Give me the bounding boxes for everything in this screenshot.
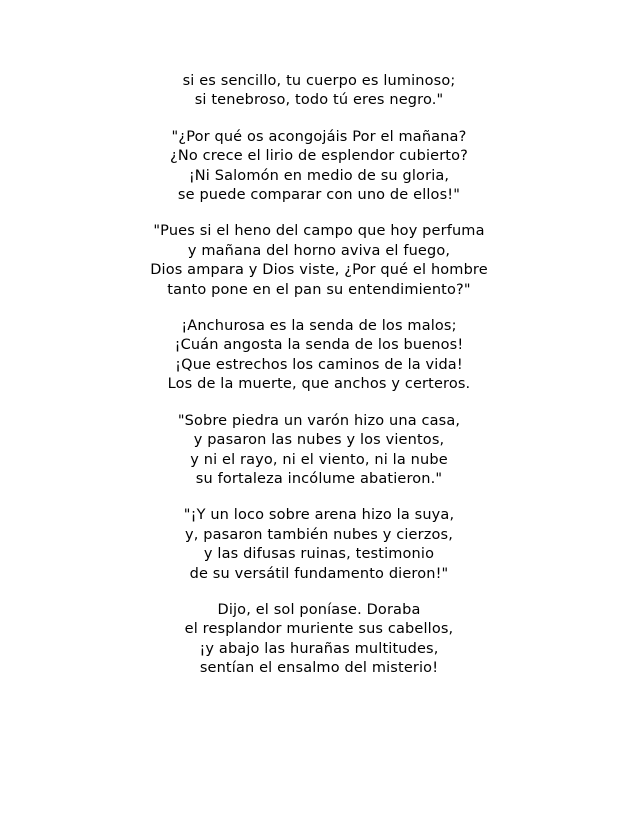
verse-line: el resplandor muriente sus cabellos, (184, 621, 454, 638)
verse-line: se puede comparar con uno de ellos!" (177, 187, 461, 204)
verse-line: "Sobre piedra un varón hizo una casa, (177, 412, 461, 429)
verse-line: y mañana del horno aviva el fuego, (187, 242, 451, 259)
verse-line: ¡Anchurosa es la senda de los malos; (181, 318, 457, 335)
verse-line: "Pues si el heno del campo que hoy perfuma (153, 223, 485, 240)
verse-line: y las difusas ruinas, testimonio (203, 546, 435, 563)
verse-line: de su versátil fundamento dieron!" (189, 565, 449, 582)
verse-line: y, pasaron también nubes y cierzos, (185, 526, 453, 543)
stanza-1 (0, 72, 638, 111)
verse-line: ¡y abajo las hurañas multitudes, (199, 640, 439, 657)
verse-line: Los de la muerte, que anchos y certeros. (167, 376, 471, 393)
verse-line: su fortaleza incólume abatieron." (195, 470, 443, 487)
verse-line: ¿No crece el lirio de esplendor cubierto? (169, 148, 469, 165)
verse-line: ¡Ni Salomón en medio de su gloria, (188, 167, 450, 184)
verse-line: tanto pone en el pan su entendimiento?" (167, 281, 471, 298)
verse-line: si tenebroso, todo tú eres negro." (194, 92, 444, 109)
stanza-3 (0, 222, 638, 300)
verse-line: sentían el ensalmo del misterio! (199, 660, 439, 677)
verse-line: y pasaron las nubes y los vientos, (193, 432, 445, 449)
verse-line: y ni el rayo, ni el viento, ni la nube (190, 451, 448, 468)
verse-line: ¡Que estrechos los caminos de la vida! (175, 356, 463, 373)
verse-line: Dijo, el sol poníase. Doraba (217, 601, 421, 618)
document-page (0, 72, 638, 696)
verse-line: si es sencillo, tu cuerpo es luminoso; (182, 73, 456, 89)
stanza-6 (0, 506, 638, 584)
verse-line: "¡Y un loco sobre arena hizo la suya, (183, 507, 455, 524)
stanza-5 (0, 412, 638, 490)
verse-line: "¿Por qué os acongojáis Por el mañana? (171, 128, 467, 145)
verse-line: Dios ampara y Dios viste, ¿Por qué el hombre (150, 262, 488, 279)
verse-line: ¡Cuán angosta la senda de los buenos! (174, 337, 464, 354)
stanza-4 (0, 317, 638, 395)
stanza-7 (0, 601, 638, 679)
stanza-2 (0, 128, 638, 206)
